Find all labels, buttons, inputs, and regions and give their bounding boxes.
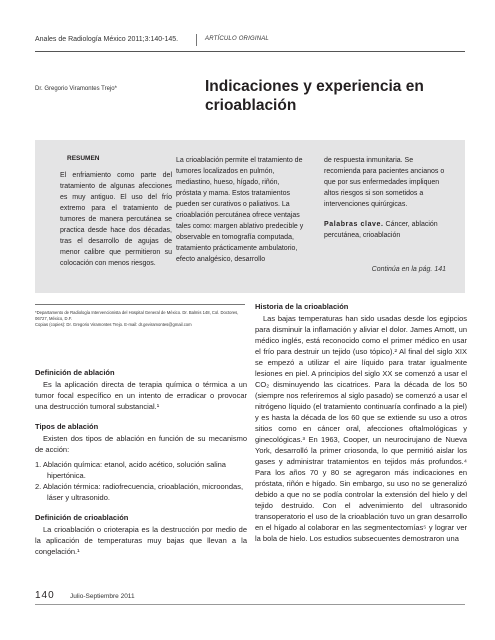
section-heading-definicion-ablacion: Definición de ablación [35, 368, 115, 377]
summary-column-3-text: de respuesta inmunitaria. Se recomienda para pacientes ancianos o que por sus enfermedades impliquen altos riesgos si son sometidos a intervenciones quirúrgicas. [324, 157, 445, 208]
page-number: 140 [35, 590, 55, 601]
keywords-text: Cáncer, ablación percutánea, crioablación [324, 221, 438, 239]
affiliation-note: *Departamento de Radiología Intervencionista del Hospital General de México. Dr. Balmis 148, Col. Doctores, 06727, México, D.F. [35, 310, 239, 321]
summary-column-1: El enfriamiento como parte del tratamiento de algunas afecciones es muy antiguo. El uso del frío extremo para el tratamiento de tumores de manera percutánea se practica desde hace dos décadas, tras el desarrollo de agujas de menor calibre que permitieron su colocación con menos riesgos. [60, 172, 172, 267]
header-rule [35, 51, 465, 52]
journal-citation: Anales de Radiología México 2011;3:140-145. [35, 36, 179, 43]
paragraph-definicion-crioablacion: La crioablación o crioterapia es la destrucción por medio de la aplicación de temperaturas muy bajas que llevan a la congelación.¹ [35, 525, 247, 556]
footnote-rule [35, 304, 245, 305]
article-section-label: ARTÍCULO ORIGINAL [205, 36, 269, 42]
summary-heading: RESUMEN [67, 155, 100, 162]
paragraph-tipos-intro: Existen dos tipos de ablación en función de su mecanismo de acción: [35, 434, 247, 454]
right-body-column [255, 302, 467, 544]
ablation-types-list [35, 459, 247, 503]
paragraph-historia: Las bajas temperaturas han sido usadas desde los egipcios para disminuir la inflamación y aliviar el dolor. James Arnott, un médico inglés, está reconocido como el primer médico en usar el frío para destruir un tejido (uso tópico).² Al final del siglo XIX se empezó a utilizar el aire líquido para tratar igualmente lesiones en piel. A principios del siglo XX se comenzó a usar el CO₂ disminuyendo las cicatrices. Para la década de los 50 (siempre nos referiremos al siglo pasado) se comenzó a usar el nitrógeno líquido (el tratamiento continuaría confinado a la piel) y es hasta la década de los 60 que se extiende su uso a otros sitios como en cáncer oral, afecciones oftalmológicas y ginecológicas.³ En 1963, Cooper, un neurocirujano de Nueva York, desarrolló la primer criosonda, lo que permitió aislar los gases y administrar tratamientos en tejidos más profundos.⁴ Para los años 70 y 80 se agregaron más indicaciones en próstata, riñón e hígado. Sin embargo, su uso no se generalizó debido a que no se podía controlar la extensión del hielo y del tejido destruido. Con el advenimiento del ultrasonido transoperatorio el uso de la crioablación tuvo un gran desarrollo en el hígado al colaborar en las segmentectomías⁵ y lograr ver la bola de hielo. Los estudios subsecuentes demostraron una [255, 314, 467, 543]
author-name: Dr. Gregorio Viramontes Trejo* [35, 86, 117, 92]
left-body-column [35, 368, 247, 557]
keywords [324, 219, 446, 241]
article-title: Indicaciones y experiencia en crioablación [205, 78, 424, 114]
continued-note: Continúa en la pág. 141 [371, 266, 446, 273]
list-item: 2. Ablación térmica: radiofrecuencia, crioablación, microondas, láser y ultrasonido. [35, 482, 244, 502]
issue-date: Julio-Septiembre 2011 [70, 593, 135, 600]
section-heading-tipos-ablacion: Tipos de ablación [35, 422, 99, 431]
header-separator [196, 34, 197, 46]
paragraph-definicion-ablacion: Es la aplicación directa de terapia química o térmica a un tumor focal específico en un intento de erradicar o provocar una destrucción tumoral substancial.¹ [35, 380, 247, 411]
footnotes [35, 310, 247, 328]
summary-column-2: La crioablación permite el tratamiento de tumores localizados en pulmón, mediastino, hueso, hígado, riñón, próstata y mama. Estos tratamientos pueden ser curativos o paliativos. La crioablación percutánea ofrece ventajas tales como: margen ablativo predecible y observable en tomografía computada, tratamiento prácticamente ambulatorio, efecto analgésico, desarrollo [176, 157, 304, 263]
copies-note: Copias (copies): Dr. Gregorio Viramontes Trejo. E-mail: dr.geviramontes@gmail.com [35, 322, 192, 327]
section-heading-definicion-crioablacion: Definición de crioablación [35, 513, 129, 522]
keywords-label: Palabras clave. [324, 221, 384, 228]
footer-rule [35, 604, 465, 605]
list-item: 1. Ablación química: etanol, acido acético, solución salina hipertónica. [35, 460, 226, 480]
summary-column-3 [324, 155, 446, 241]
section-heading-historia: Historia de la crioablación [255, 302, 349, 311]
